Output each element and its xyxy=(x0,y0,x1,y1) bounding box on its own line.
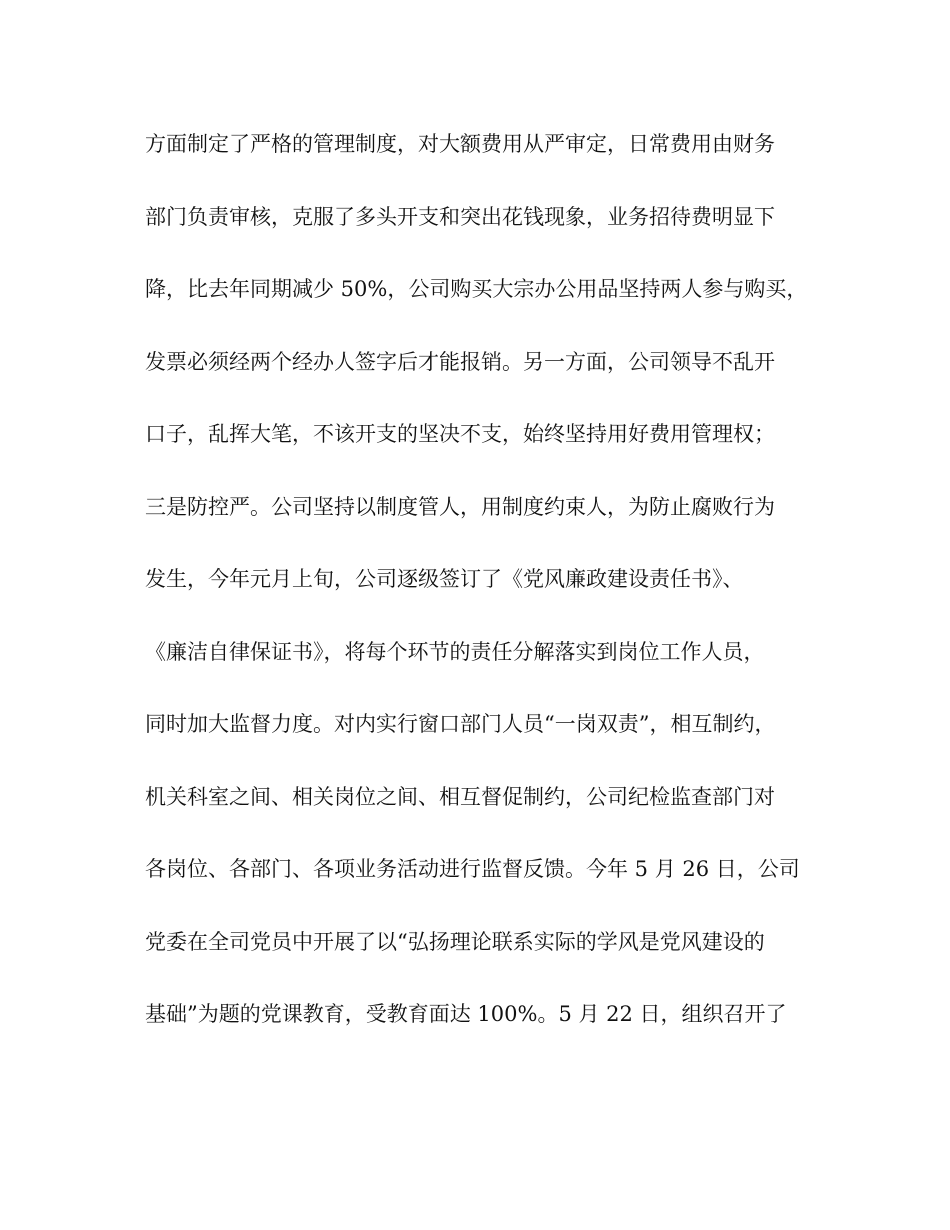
text-line: 同时加大监督力度。对内实行窗口部门人员“一岗双责”，相互制约， xyxy=(145,712,776,736)
text-line: 部门负责审核，克服了多头开支和突出花钱现象，业务招待费明显下 xyxy=(145,204,775,229)
text-line: 口子，乱挥大笔，不该开支的坚决不支，始终坚持用好费用管理权； xyxy=(145,422,775,446)
text-line: 基础”为题的党课教育，受教育面达 100%。5 月 22 日，组织召开了 xyxy=(145,1002,787,1026)
text-line: 方面制定了严格的管理制度，对大额费用从严审定，日常费用由财务 xyxy=(145,132,775,156)
text-line: 发生，今年元月上旬，公司逐级签订了《党风廉政建设责任书》、 xyxy=(145,567,744,591)
text-line: 党委在全司党员中开展了以“弘扬理论联系实际的学风是党风建设的 xyxy=(145,929,765,954)
text-line: 《廉洁自律保证书》，将每个环节的责任分解落实到岗位工作人员， xyxy=(145,639,765,664)
text-line: 发票必须经两个经办人签字后才能报销。另一方面，公司领导不乱开 xyxy=(145,349,775,374)
text-line: 降，比去年同期减少 50%，公司购买大宗办公用品坚持两人参与购买， xyxy=(145,277,808,301)
body-text xyxy=(145,126,815,1069)
text-line: 三是防控严。公司坚持以制度管人，用制度约束人，为防止腐败行为 xyxy=(145,494,775,519)
text-line: 机关科室之间、相关岗位之间、相互督促制约，公司纪检监查部门对 xyxy=(145,784,775,809)
text-line: 各岗位、各部门、各项业务活动进行监督反馈。今年 5 月 26 日，公司 xyxy=(145,857,800,881)
